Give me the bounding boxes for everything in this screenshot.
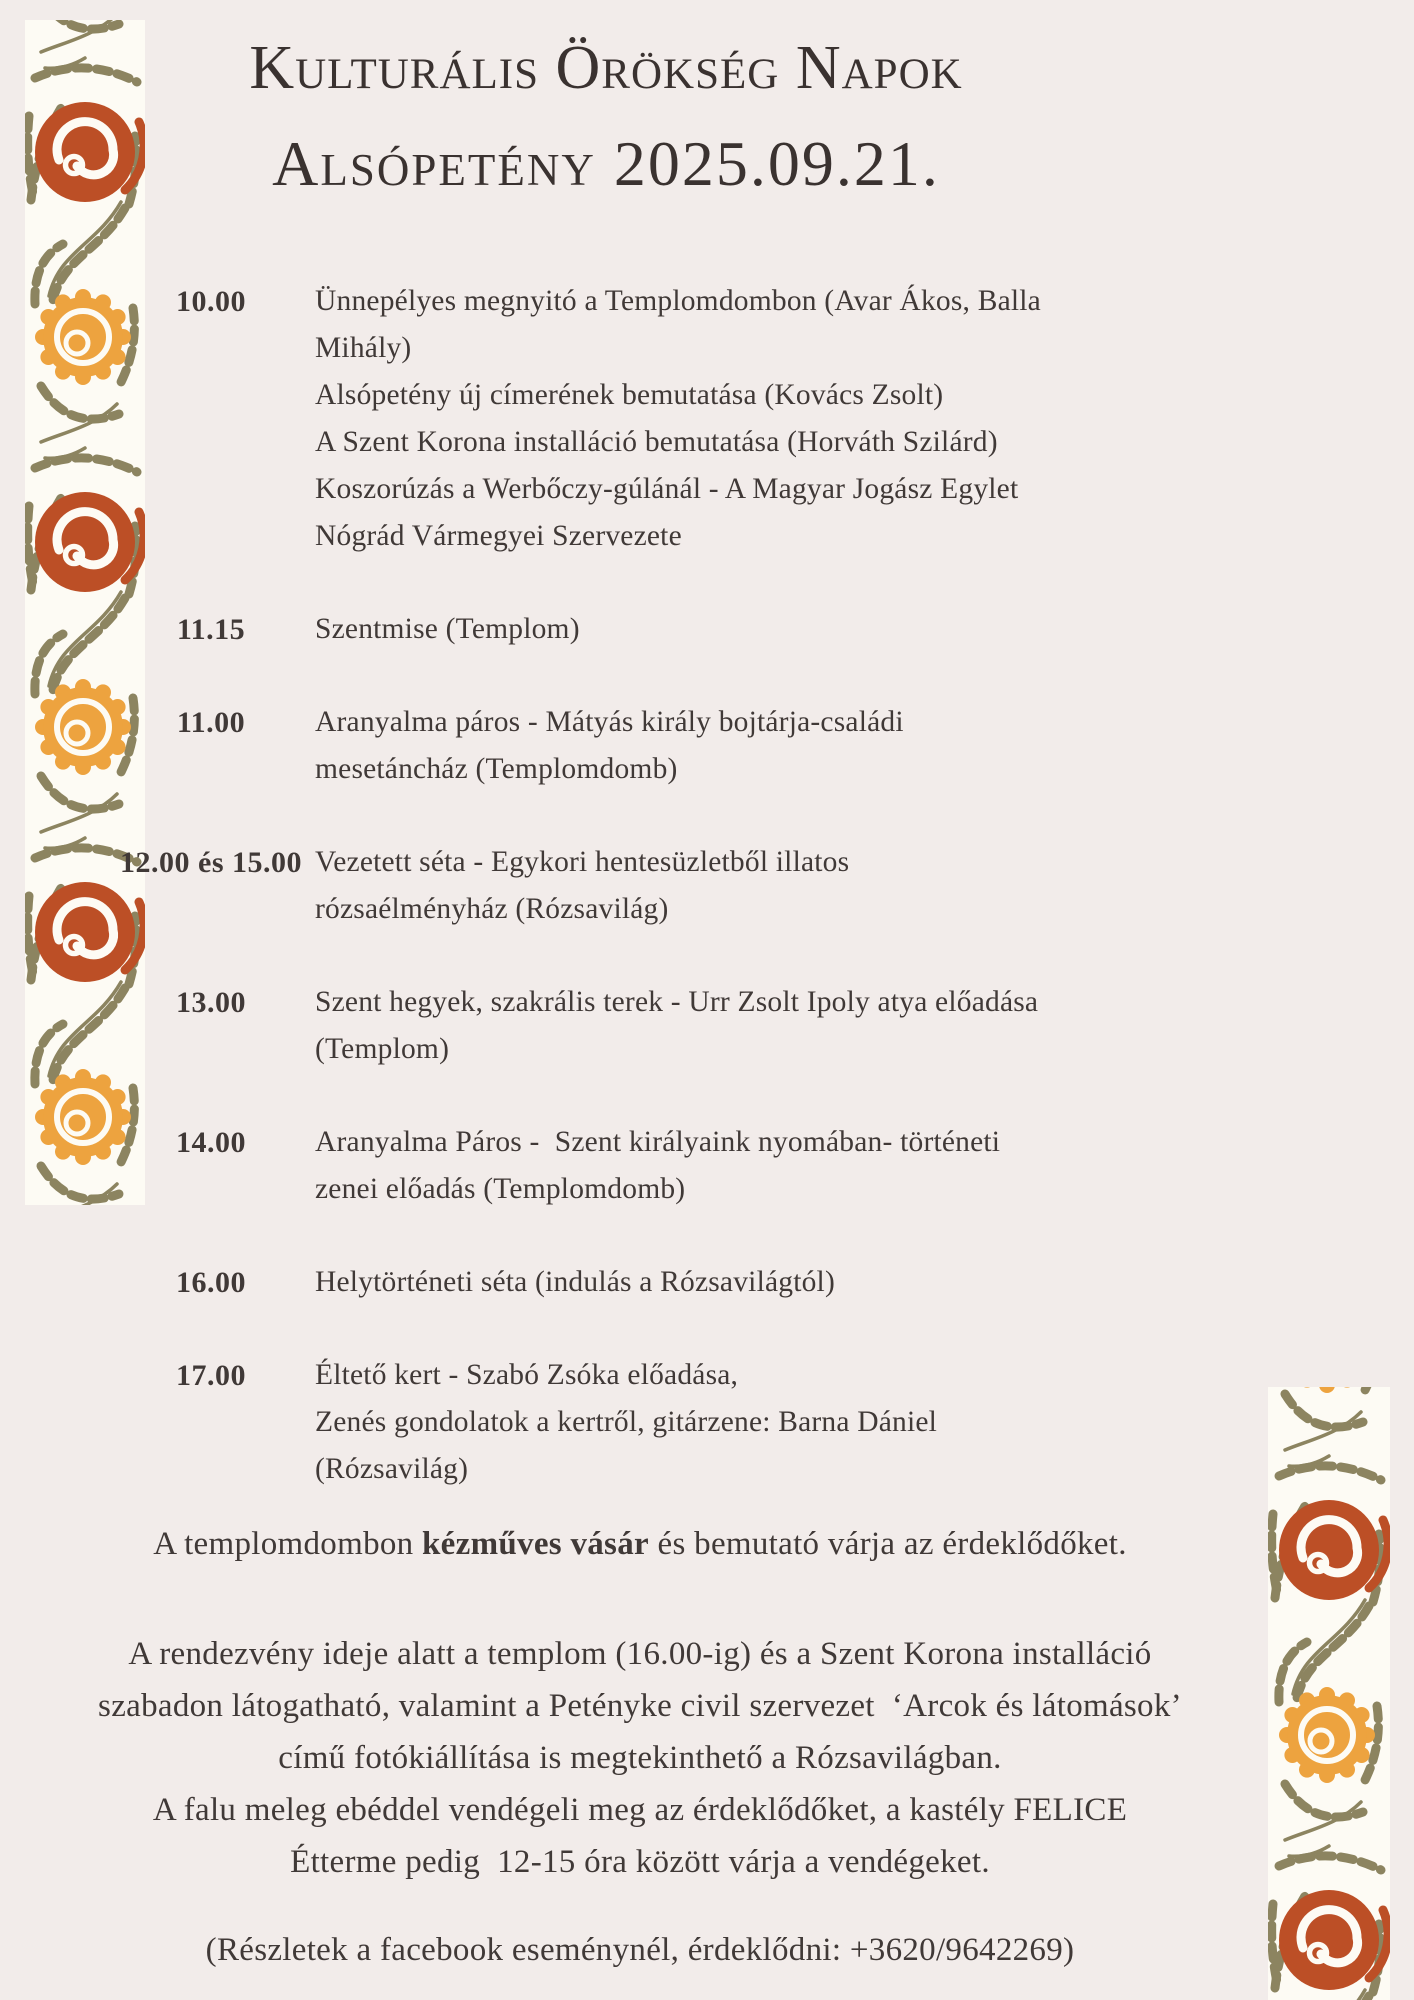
schedule-row [115, 606, 1115, 653]
schedule-desc-line: Zenés gondolatok a kertről, gitárzene: Barna Dániel [315, 1406, 938, 1438]
schedule-row [115, 699, 1115, 793]
schedule-time: 17.00 [176, 1359, 246, 1392]
closing-paragraph [20, 1628, 1260, 1888]
contact-note: (Részletek a facebook eseménynél, érdeklődni: +3620/9642269) [205, 1932, 1075, 1968]
closing-line: A falu meleg ebéddel vendégeli meg az érdeklődőket, a kastély FELICE [152, 1792, 1128, 1828]
folk-pattern-graphic [1268, 1387, 1390, 2000]
schedule-row [115, 1119, 1115, 1213]
schedule-desc [315, 278, 1041, 560]
schedule-desc-line: rózsaélményház (Rózsavilág) [315, 893, 669, 925]
schedule-row [115, 839, 1115, 933]
schedule-time: 14.00 [176, 1126, 246, 1159]
schedule-desc [315, 1259, 835, 1306]
schedule-desc-line: Éltető kert - Szabó Zsóka előadása, [315, 1359, 739, 1391]
schedule-desc-line: mesetáncház (Templomdomb) [315, 753, 678, 785]
closing-line: című fotókiállítása is megtekinthető a Rózsavilágban. [278, 1740, 1002, 1776]
schedule-desc-line: (Rózsavilág) [315, 1453, 469, 1485]
closing-line: szabadon látogatható, valamint a Petényke civil szervezet ‘Arcok és látomások’ [98, 1688, 1182, 1724]
closing-line: A rendezvény ideje alatt a templom (16.00-ig) és a Szent Korona installáció [128, 1636, 1152, 1672]
schedule-desc-line: Mihály) [315, 332, 412, 364]
schedule-desc-line: Koszorúzás a Werbőczy-gúlánál - A Magyar Jogász Egylet [315, 473, 1019, 505]
schedule-desc-line: Ünnepélyes megnyitó a Templomdombon (Avar Ákos, Balla [315, 285, 1041, 317]
poster-header [0, 20, 1212, 212]
schedule-time: 13.00 [176, 986, 246, 1019]
schedule-row [115, 1352, 1115, 1493]
sentence-bold: kézműves vásár [422, 1526, 649, 1562]
schedule-desc [315, 979, 1038, 1073]
poster-subtitle: Alsópetény 2025.09.21. [272, 128, 940, 199]
schedule-desc [315, 1352, 937, 1493]
schedule-row [115, 1259, 1115, 1306]
schedule-desc-line: Helytörténeti séta (indulás a Rózsavilágtól) [315, 1266, 835, 1298]
schedule-desc-line: Nógrád Vármegyei Szervezete [315, 520, 682, 552]
schedule-desc-line: Aranyalma páros - Mátyás király bojtárja-családi [315, 706, 904, 738]
schedule-desc-line: Szent hegyek, szakrális terek - Urr Zsolt Ipoly atya előadása [315, 986, 1039, 1018]
craft-market-sentence [20, 1518, 1260, 1570]
schedule-desc [315, 1119, 1000, 1213]
schedule-desc-line: Vezetett séta - Egykori hentesüzletből illatos [315, 846, 850, 878]
sentence-suffix: és bemutató várja az érdeklődőket. [648, 1526, 1127, 1562]
schedule-row [115, 979, 1115, 1073]
poster-title: Kulturális Örökség Napok [249, 34, 963, 102]
schedule-desc [315, 839, 849, 933]
schedule-desc [315, 699, 904, 793]
schedule-desc-line: Szentmise (Templom) [315, 613, 580, 645]
schedule-desc-line: Alsópetény új címerének bemutatása (Kovács Zsolt) [315, 379, 944, 411]
schedule-row [115, 278, 1115, 560]
schedule-time: 12.00 és 15.00 [120, 846, 302, 879]
sentence-prefix: A templomdombon [153, 1526, 423, 1562]
event-schedule [115, 278, 1115, 1539]
schedule-time: 11.00 [176, 706, 246, 739]
right-folk-ornament [1268, 1387, 1390, 2000]
schedule-desc-line: zenei előadás (Templomdomb) [315, 1173, 686, 1205]
schedule-desc [315, 606, 580, 653]
schedule-desc-line: A Szent Korona installáció bemutatása (Horváth Szilárd) [315, 426, 998, 458]
schedule-desc-line: Aranyalma Páros - Szent királyaink nyomában- történeti [315, 1126, 1001, 1158]
schedule-time: 16.00 [176, 1266, 246, 1299]
schedule-desc-line: (Templom) [315, 1033, 450, 1065]
schedule-time: 11.15 [176, 613, 246, 646]
closing-line: Étterme pedig 12-15 óra között várja a vendégeket. [290, 1844, 990, 1880]
schedule-time: 10.00 [176, 285, 246, 318]
